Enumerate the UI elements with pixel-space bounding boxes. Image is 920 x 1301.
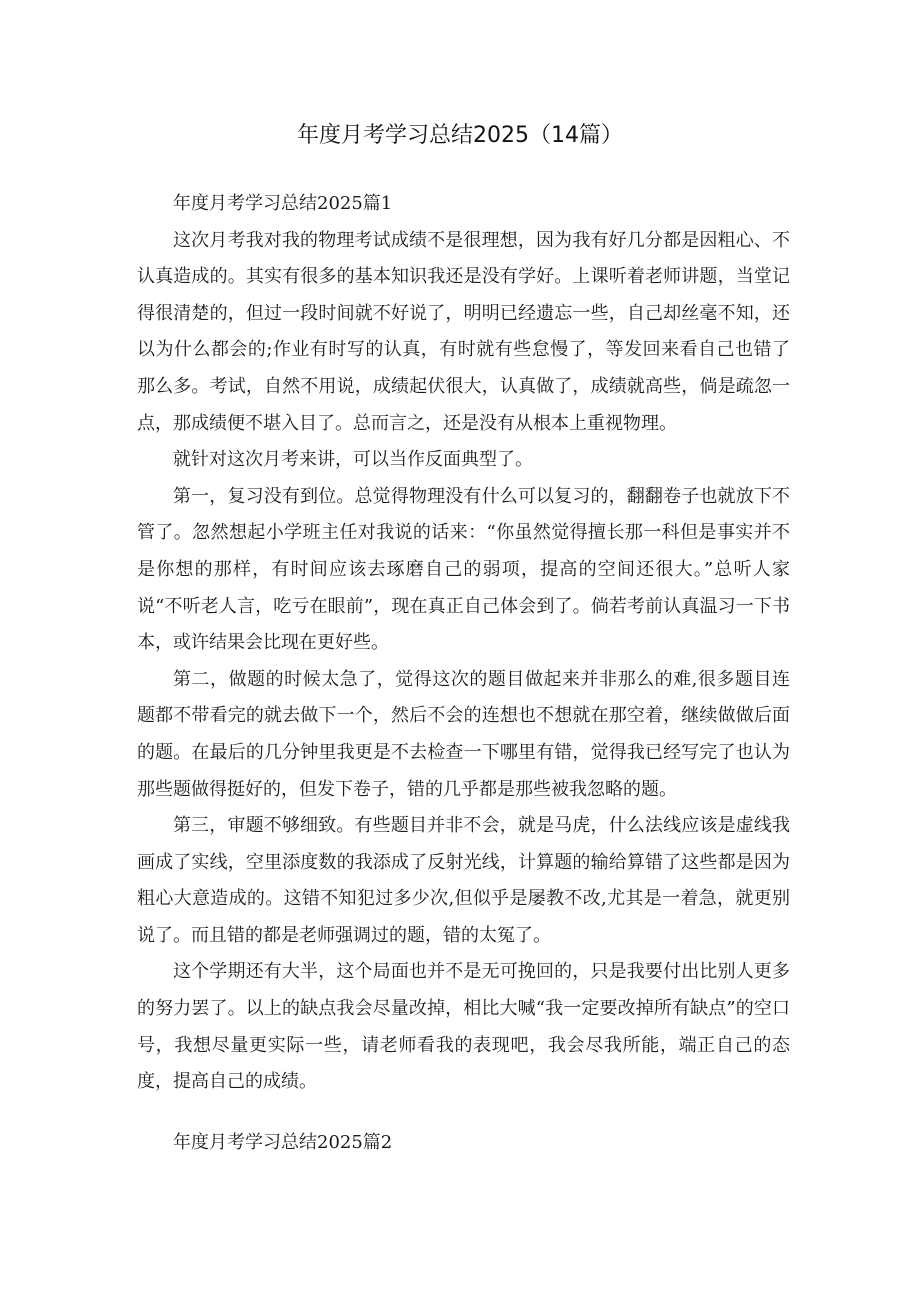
paragraph-5: 第三，审题不够细致。有些题目并非不会，就是马虎，什么法线应该是虚线我画成了实线，空里添度数的我添成了反射光线，计算题的输给算错了这些都是因为粗心大意造成的。这错不知犯过多少次,但似乎是屡教不改,尤其是一着急，就更别说了。而且错的都是老师强调过的题，错的太冤了。 — [137, 815, 790, 946]
section-heading-2: 年度月考学习总结2025篇2 — [173, 1131, 393, 1153]
section-heading-1: 年度月考学习总结2025篇1 — [173, 193, 393, 214]
paragraph-2: 就针对这次月考来讲，可以当作反面典型了。 — [173, 449, 533, 471]
paragraph-1: 这次月考我对我的物理考试成绩不是很理想，因为我有好几分都是因粗心、不认真造成的。其实有很多的基本知识我还是没有学好。上课听着老师讲题，当堂记得很清楚的，但过一段时间就不好说了，明明已经遗忘一些，自己却丝毫不知，还以为什么都会的;作业有时写的认真，有时就有些怠慢了，等发回来看自己也错了那么多。考试，自然不用说，成绩起伏很大，认真做了，成绩就高些，倘是疏忽一点，那成绩便不堪入目了。总而言之，还是没有从根本上重视物理。 — [137, 229, 790, 434]
paragraph-4: 第二，做题的时候太急了，觉得这次的题目做起来并非那么的难,很多题目连题都不带看完的就去做下一个，然后不会的连想也不想就在那空着，继续做做后面的题。在最后的几分钟里我更是不去检查一下哪里有错，觉得我已经写完了也认为那些题做得挺好的，但发下卷子，错的几乎都是那些被我忽略的题。 — [137, 668, 790, 800]
document-body — [137, 186, 790, 1161]
document-title: 年度月考学习总结2025（14篇） — [297, 123, 623, 148]
paragraph-3: 第一，复习没有到位。总觉得物理没有什么可以复习的，翻翻卷子也就放下不管了。忽然想起小学班主任对我说的话来：“你虽然觉得擅长那一科但是事实并不是你想的那样，有时间应该去琢磨自己的弱项，提高的空间还很大。”总听人家说“不听老人言，吃亏在眼前”，现在真正自己体会到了。倘若考前认真温习一下书本，或许结果会比现在更好些。 — [137, 485, 790, 654]
paragraph-6: 这个学期还有大半，这个局面也并不是无可挽回的，只是我要付出比别人更多的努力罢了。以上的缺点我会尽量改掉，相比大喊“我一定要改掉所有缺点”的空口号，我想尽量更实际一些，请老师看我的表现吧，我会尽我所能，端正自己的态度，提高自己的成绩。 — [137, 961, 790, 1093]
